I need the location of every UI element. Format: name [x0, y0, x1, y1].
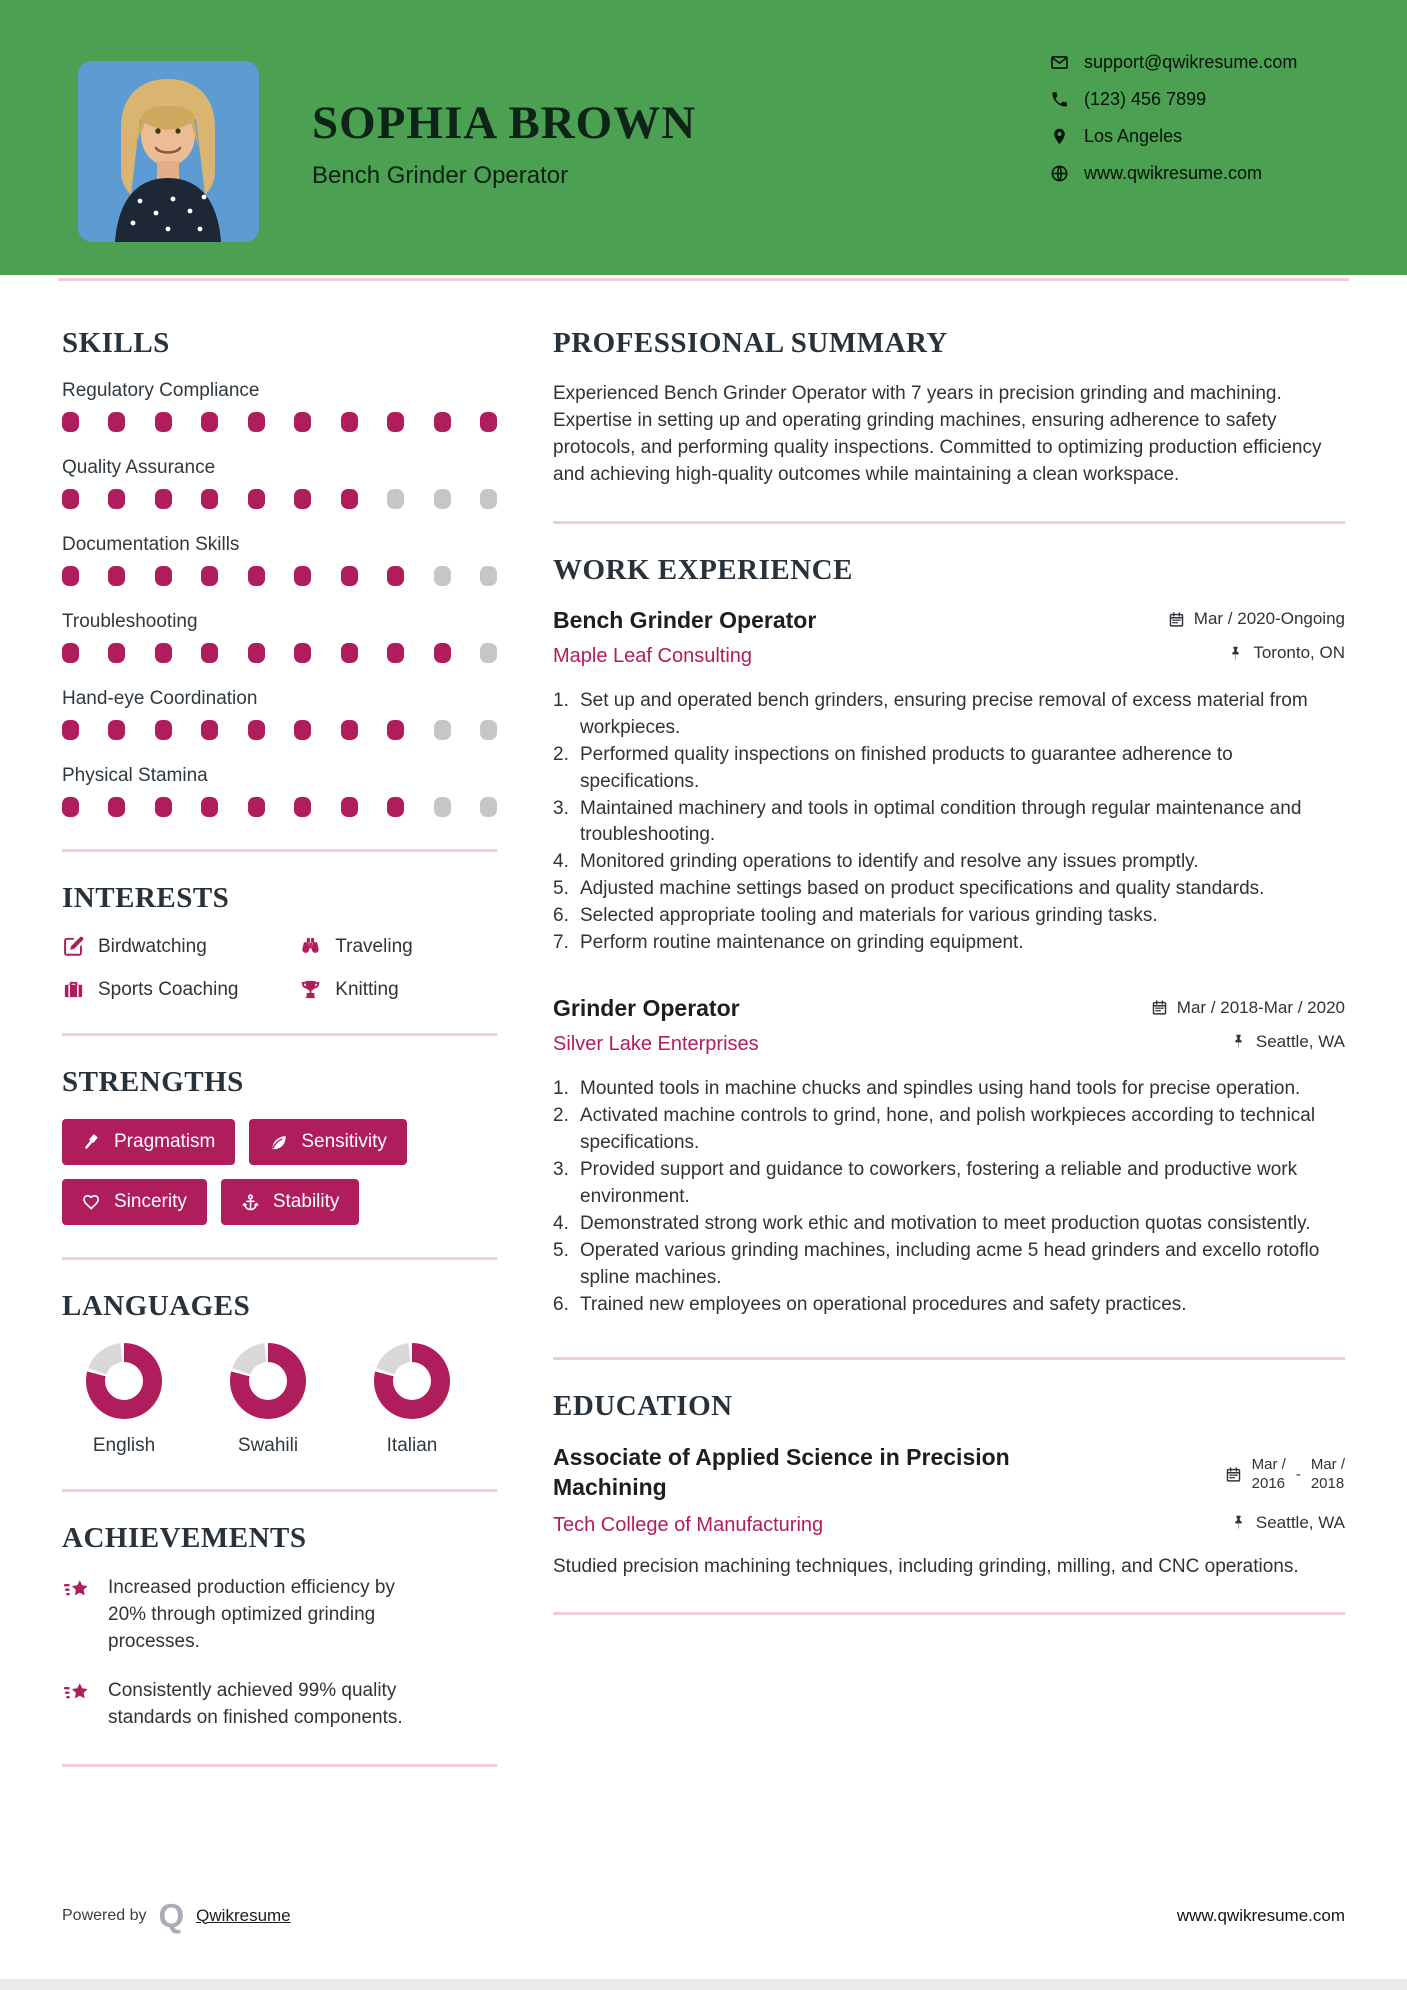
rating-dot-filled: [387, 412, 404, 432]
language-item: [366, 1343, 458, 1457]
rating-dot-filled: [201, 566, 218, 586]
experience-heading: WORK EXPERIENCE: [553, 553, 853, 586]
languages-heading: LANGUAGES: [62, 1290, 251, 1322]
rating-dot-filled: [341, 489, 358, 509]
language-label: Swahili: [237, 1435, 299, 1456]
education-location-text: Seattle, WA: [1255, 1512, 1345, 1532]
contact-text: support@qwikresume.com: [1084, 52, 1298, 72]
rating-dot-filled: [108, 566, 125, 586]
rating-dot-empty: [480, 566, 497, 586]
rating-dot-empty: [434, 489, 451, 509]
interests-heading: INTERESTS: [62, 882, 230, 914]
achievements-list: [62, 1575, 497, 1732]
contact-text: www.qwikresume.com: [1084, 163, 1263, 183]
skills-list: [62, 380, 497, 817]
job-bullet: Operated various grinding machines, including acme 5 head grinders and excello rotoflo spline machines.: [580, 1240, 1320, 1289]
footer-site-url: www.qwikresume.com: [1176, 1905, 1345, 1925]
skill-item: [62, 380, 497, 432]
degree-title: Associate of Applied Science in Precision Machining: [553, 1444, 1010, 1500]
rating-dot-filled: [387, 797, 404, 817]
rating-dot-filled: [294, 797, 311, 817]
rating-dot-filled: [201, 489, 218, 509]
skill-item: [62, 611, 497, 663]
achievements-section: [62, 1522, 497, 1732]
skills-section: [62, 327, 497, 817]
job-dates-text: Mar / 2020-Ongoing: [1193, 609, 1345, 629]
rating-dot-filled: [434, 643, 451, 663]
interest-item: [62, 978, 299, 1001]
interest-item: [299, 978, 497, 1001]
education-date-separator: -: [1295, 1466, 1301, 1484]
job-location: [1227, 643, 1345, 663]
job-bullet: Monitored grinding operations to identify and resolve any issues promptly.: [580, 851, 1199, 873]
job-dates: [1168, 609, 1345, 629]
languages-list: [62, 1343, 497, 1457]
skill-label: Quality Assurance: [62, 457, 216, 478]
achievement-item: [62, 1575, 497, 1656]
achievement-item: [62, 1678, 497, 1732]
skill-rating: [62, 720, 497, 740]
rating-dot-filled: [155, 566, 172, 586]
job-bullet-list: [553, 1076, 1345, 1319]
rating-dot-filled: [62, 720, 79, 740]
footer-branding: [62, 1899, 291, 1932]
contact-text: (123) 456 7899: [1084, 89, 1207, 109]
pushpin-icon: [1227, 645, 1244, 662]
language-label: Italian: [386, 1435, 438, 1456]
rating-dot-filled: [201, 797, 218, 817]
content: [0, 281, 1407, 1797]
rating-dot-filled: [108, 489, 125, 509]
education-school-row: [553, 1513, 1345, 1538]
job-bullet: Adjusted machine settings based on product specifications and quality standards.: [580, 878, 1265, 900]
contact-item: [1050, 126, 1297, 147]
trophy-icon: [299, 978, 322, 1001]
job-bullet: Activated machine controls to grind, hone, and polish workpieces according to technical specifications.: [580, 1105, 1316, 1154]
calendar-icon: [1151, 999, 1168, 1016]
section-divider: [62, 1257, 497, 1260]
rating-dot-filled: [108, 412, 125, 432]
rating-dot-filled: [108, 797, 125, 817]
job-bullet: Perform routine maintenance on grinding equipment.: [580, 932, 1024, 954]
rating-dot-filled: [62, 566, 79, 586]
rating-dot-filled: [248, 412, 265, 432]
skills-heading: SKILLS: [62, 327, 170, 359]
contact-list: [1050, 52, 1297, 200]
rating-dot-filled: [248, 797, 265, 817]
person-title: Bench Grinder Operator: [312, 161, 569, 189]
rating-dot-filled: [294, 412, 311, 432]
job-title: Bench Grinder Operator: [553, 606, 817, 633]
achievement-text: Increased production efficiency by 20% through optimized grinding processes.: [108, 1577, 395, 1652]
leaf-icon: [269, 1133, 288, 1152]
job-bullet: Provided support and guidance to coworkers, fostering a reliable and productive work environment.: [580, 1159, 1298, 1208]
binoculars-icon: [299, 935, 322, 958]
location-icon: [1050, 127, 1069, 146]
company-name: Maple Leaf Consulting: [553, 644, 753, 667]
rating-dot-filled: [201, 412, 218, 432]
section-divider: [62, 1489, 497, 1492]
interest-label: Knitting: [335, 978, 399, 1000]
job-bullet-list: [553, 688, 1345, 958]
qwikresume-logo-icon: Q: [158, 1897, 185, 1934]
strength-label: Sincerity: [114, 1191, 187, 1212]
rating-dot-filled: [108, 643, 125, 663]
skill-rating: [62, 489, 497, 509]
rating-dot-filled: [480, 412, 497, 432]
rating-dot-filled: [248, 643, 265, 663]
calendar-icon: [1168, 611, 1185, 628]
contact-item: [1050, 89, 1297, 110]
skill-label: Regulatory Compliance: [62, 380, 260, 401]
rating-dot-filled: [201, 643, 218, 663]
education-location: [1230, 1513, 1345, 1533]
experience-section: [553, 554, 1345, 1319]
job-bullet: Selected appropriate tooling and materials for various grinding tasks.: [580, 905, 1158, 927]
education-dates: [1225, 1447, 1345, 1503]
strengths-heading: STRENGTHS: [62, 1066, 244, 1098]
skill-item: [62, 457, 497, 509]
rating-dot-filled: [387, 720, 404, 740]
rating-dot-empty: [434, 720, 451, 740]
heart-icon: [82, 1193, 101, 1212]
rating-dot-filled: [341, 566, 358, 586]
anchor-icon: [241, 1193, 260, 1212]
rating-dot-filled: [155, 720, 172, 740]
job-bullet: Trained new employees on operational procedures and safety practices.: [580, 1294, 1187, 1316]
rating-dot-empty: [387, 489, 404, 509]
job-bullet: Demonstrated strong work ethic and motivation to meet production quotas consistently.: [580, 1213, 1311, 1235]
language-item: [78, 1343, 170, 1457]
rating-dot-filled: [341, 797, 358, 817]
powered-by-label: Powered by: [62, 1906, 147, 1924]
job-entry: [553, 607, 1345, 958]
skill-item: [62, 688, 497, 740]
interest-item: [299, 935, 497, 958]
pushpin-icon: [1230, 1033, 1247, 1050]
person-name: SOPHIA BROWN: [312, 97, 697, 149]
rating-dot-empty: [480, 489, 497, 509]
education-heading: EDUCATION: [553, 1390, 733, 1423]
section-divider: [553, 1612, 1345, 1615]
skill-label: Troubleshooting: [62, 611, 198, 632]
section-divider: [62, 1764, 497, 1767]
interest-label: Sports Coaching: [98, 978, 239, 1000]
rating-dot-filled: [155, 797, 172, 817]
interests-list: [62, 935, 497, 1001]
contact-item: [1050, 163, 1297, 184]
gavel-icon: [82, 1133, 101, 1152]
footer: [62, 1899, 1345, 1932]
rating-dot-filled: [294, 489, 311, 509]
skill-rating: [62, 797, 497, 817]
skill-rating: [62, 643, 497, 663]
rating-dot-filled: [62, 797, 79, 817]
rating-dot-filled: [341, 412, 358, 432]
rating-dot-filled: [62, 489, 79, 509]
rating-dot-empty: [480, 720, 497, 740]
header: [0, 0, 1407, 275]
achievement-text: Consistently achieved 99% quality standards on finished components.: [108, 1679, 403, 1728]
qwikresume-link[interactable]: Qwikresume: [196, 1905, 291, 1925]
strength-label: Stability: [272, 1191, 340, 1212]
rating-dot-empty: [434, 566, 451, 586]
summary-text: Experienced Bench Grinder Operator with 7 years in precision grinding and machining. Expertise in setting up and operating grinding machines, ensuring adherence to safety protocols, and performing quality inspections. Committed to optimizing production efficiency and achieving high-quality outcomes while maintaining a clean workspace.: [553, 383, 1322, 486]
language-donut-chart: [230, 1343, 306, 1419]
section-divider: [553, 1357, 1345, 1360]
strengths-section: [62, 1066, 497, 1225]
skill-label: Hand-eye Coordination: [62, 688, 258, 709]
left-column: [62, 327, 497, 1797]
rating-dot-filled: [248, 566, 265, 586]
rating-dot-filled: [248, 489, 265, 509]
pushpin-icon: [1230, 1514, 1247, 1531]
rating-dot-filled: [387, 643, 404, 663]
education-date-start: Mar / 2016: [1251, 1456, 1286, 1492]
skill-rating: [62, 566, 497, 586]
company-name: Silver Lake Enterprises: [553, 1033, 759, 1056]
job-location-text: Seattle, WA: [1255, 1031, 1345, 1051]
skill-label: Documentation Skills: [62, 534, 240, 555]
strengths-list: [62, 1119, 497, 1225]
phone-icon: [1050, 90, 1069, 109]
summary-section: [553, 327, 1345, 489]
language-donut-chart: [374, 1343, 450, 1419]
language-donut-chart: [86, 1343, 162, 1419]
strength-badge: [62, 1119, 235, 1165]
rating-dot-filled: [341, 643, 358, 663]
skill-item: [62, 534, 497, 586]
rating-dot-filled: [387, 566, 404, 586]
skill-rating: [62, 412, 497, 432]
rating-dot-filled: [341, 720, 358, 740]
section-divider: [553, 521, 1345, 524]
shooting-star-icon: [62, 1680, 92, 1710]
education-date-end: Mar / 2018: [1310, 1456, 1345, 1492]
skill-label: Physical Stamina: [62, 765, 208, 786]
interest-item: [62, 935, 299, 958]
section-divider: [62, 1033, 497, 1036]
job-dates: [1151, 998, 1345, 1018]
job-entry: [553, 995, 1345, 1319]
rating-dot-empty: [434, 797, 451, 817]
strength-badge: [221, 1179, 360, 1225]
section-divider: [62, 849, 497, 852]
job-title: Grinder Operator: [553, 995, 740, 1022]
profile-photo: [78, 61, 259, 242]
edit-icon: [62, 935, 85, 958]
rating-dot-filled: [155, 489, 172, 509]
contact-item: [1050, 52, 1297, 73]
job-location: [1230, 1032, 1345, 1052]
rating-dot-filled: [155, 643, 172, 663]
job-dates-text: Mar / 2018-Mar / 2020: [1176, 997, 1345, 1017]
rating-dot-filled: [201, 720, 218, 740]
languages-section: [62, 1290, 497, 1457]
strength-label: Pragmatism: [114, 1131, 216, 1152]
job-subheader-row: [553, 1024, 1345, 1056]
rating-dot-filled: [108, 720, 125, 740]
job-bullet: Maintained machinery and tools in optimal condition through regular maintenance and troubleshooting.: [580, 797, 1302, 846]
portrait-illustration: [78, 61, 259, 242]
job-location-text: Toronto, ON: [1253, 643, 1345, 663]
rating-dot-filled: [62, 412, 79, 432]
summary-heading: PROFESSIONAL SUMMARY: [553, 327, 948, 359]
rating-dot-filled: [248, 720, 265, 740]
job-header-row: [553, 607, 1345, 634]
interest-label: Birdwatching: [98, 935, 207, 957]
shooting-star-icon: [62, 1577, 92, 1607]
rating-dot-filled: [434, 412, 451, 432]
skill-item: [62, 765, 497, 817]
education-section: [553, 1390, 1345, 1580]
job-bullet: Set up and operated bench grinders, ensuring precise removal of excess material from workpieces.: [580, 689, 1308, 738]
page-bottom-strip: [0, 1979, 1407, 1990]
strength-label: Sensitivity: [301, 1131, 387, 1152]
rating-dot-filled: [62, 643, 79, 663]
school-name: Tech College of Manufacturing: [553, 1514, 824, 1537]
job-bullet: Performed quality inspections on finished products to guarantee adherence to specifications.: [580, 743, 1233, 792]
jobs-list: [553, 607, 1345, 1319]
rating-dot-empty: [480, 643, 497, 663]
rating-dot-filled: [294, 566, 311, 586]
language-item: [222, 1343, 314, 1457]
education-description: Studied precision machining techniques, including grinding, milling, and CNC operations.: [553, 1556, 1299, 1578]
globe-icon: [1050, 164, 1069, 183]
right-column: [553, 327, 1345, 1797]
education-entry: [553, 1443, 1345, 1503]
rating-dot-filled: [294, 643, 311, 663]
rating-dot-filled: [155, 412, 172, 432]
mail-icon: [1050, 53, 1069, 72]
strength-badge: [249, 1119, 407, 1165]
job-bullet: Mounted tools in machine chucks and spindles using hand tools for precise operation.: [580, 1078, 1301, 1100]
rating-dot-filled: [294, 720, 311, 740]
calendar-icon: [1225, 1466, 1242, 1483]
identity-block: [312, 98, 696, 190]
language-label: English: [92, 1435, 156, 1456]
rating-dot-empty: [480, 797, 497, 817]
job-subheader-row: [553, 636, 1345, 668]
achievements-heading: ACHIEVEMENTS: [62, 1522, 307, 1554]
job-header-row: [553, 995, 1345, 1022]
strength-badge: [62, 1179, 207, 1225]
interest-label: Traveling: [335, 935, 413, 957]
contact-text: Los Angeles: [1084, 126, 1183, 146]
briefcase-icon: [62, 978, 85, 1001]
interests-section: [62, 882, 497, 1001]
